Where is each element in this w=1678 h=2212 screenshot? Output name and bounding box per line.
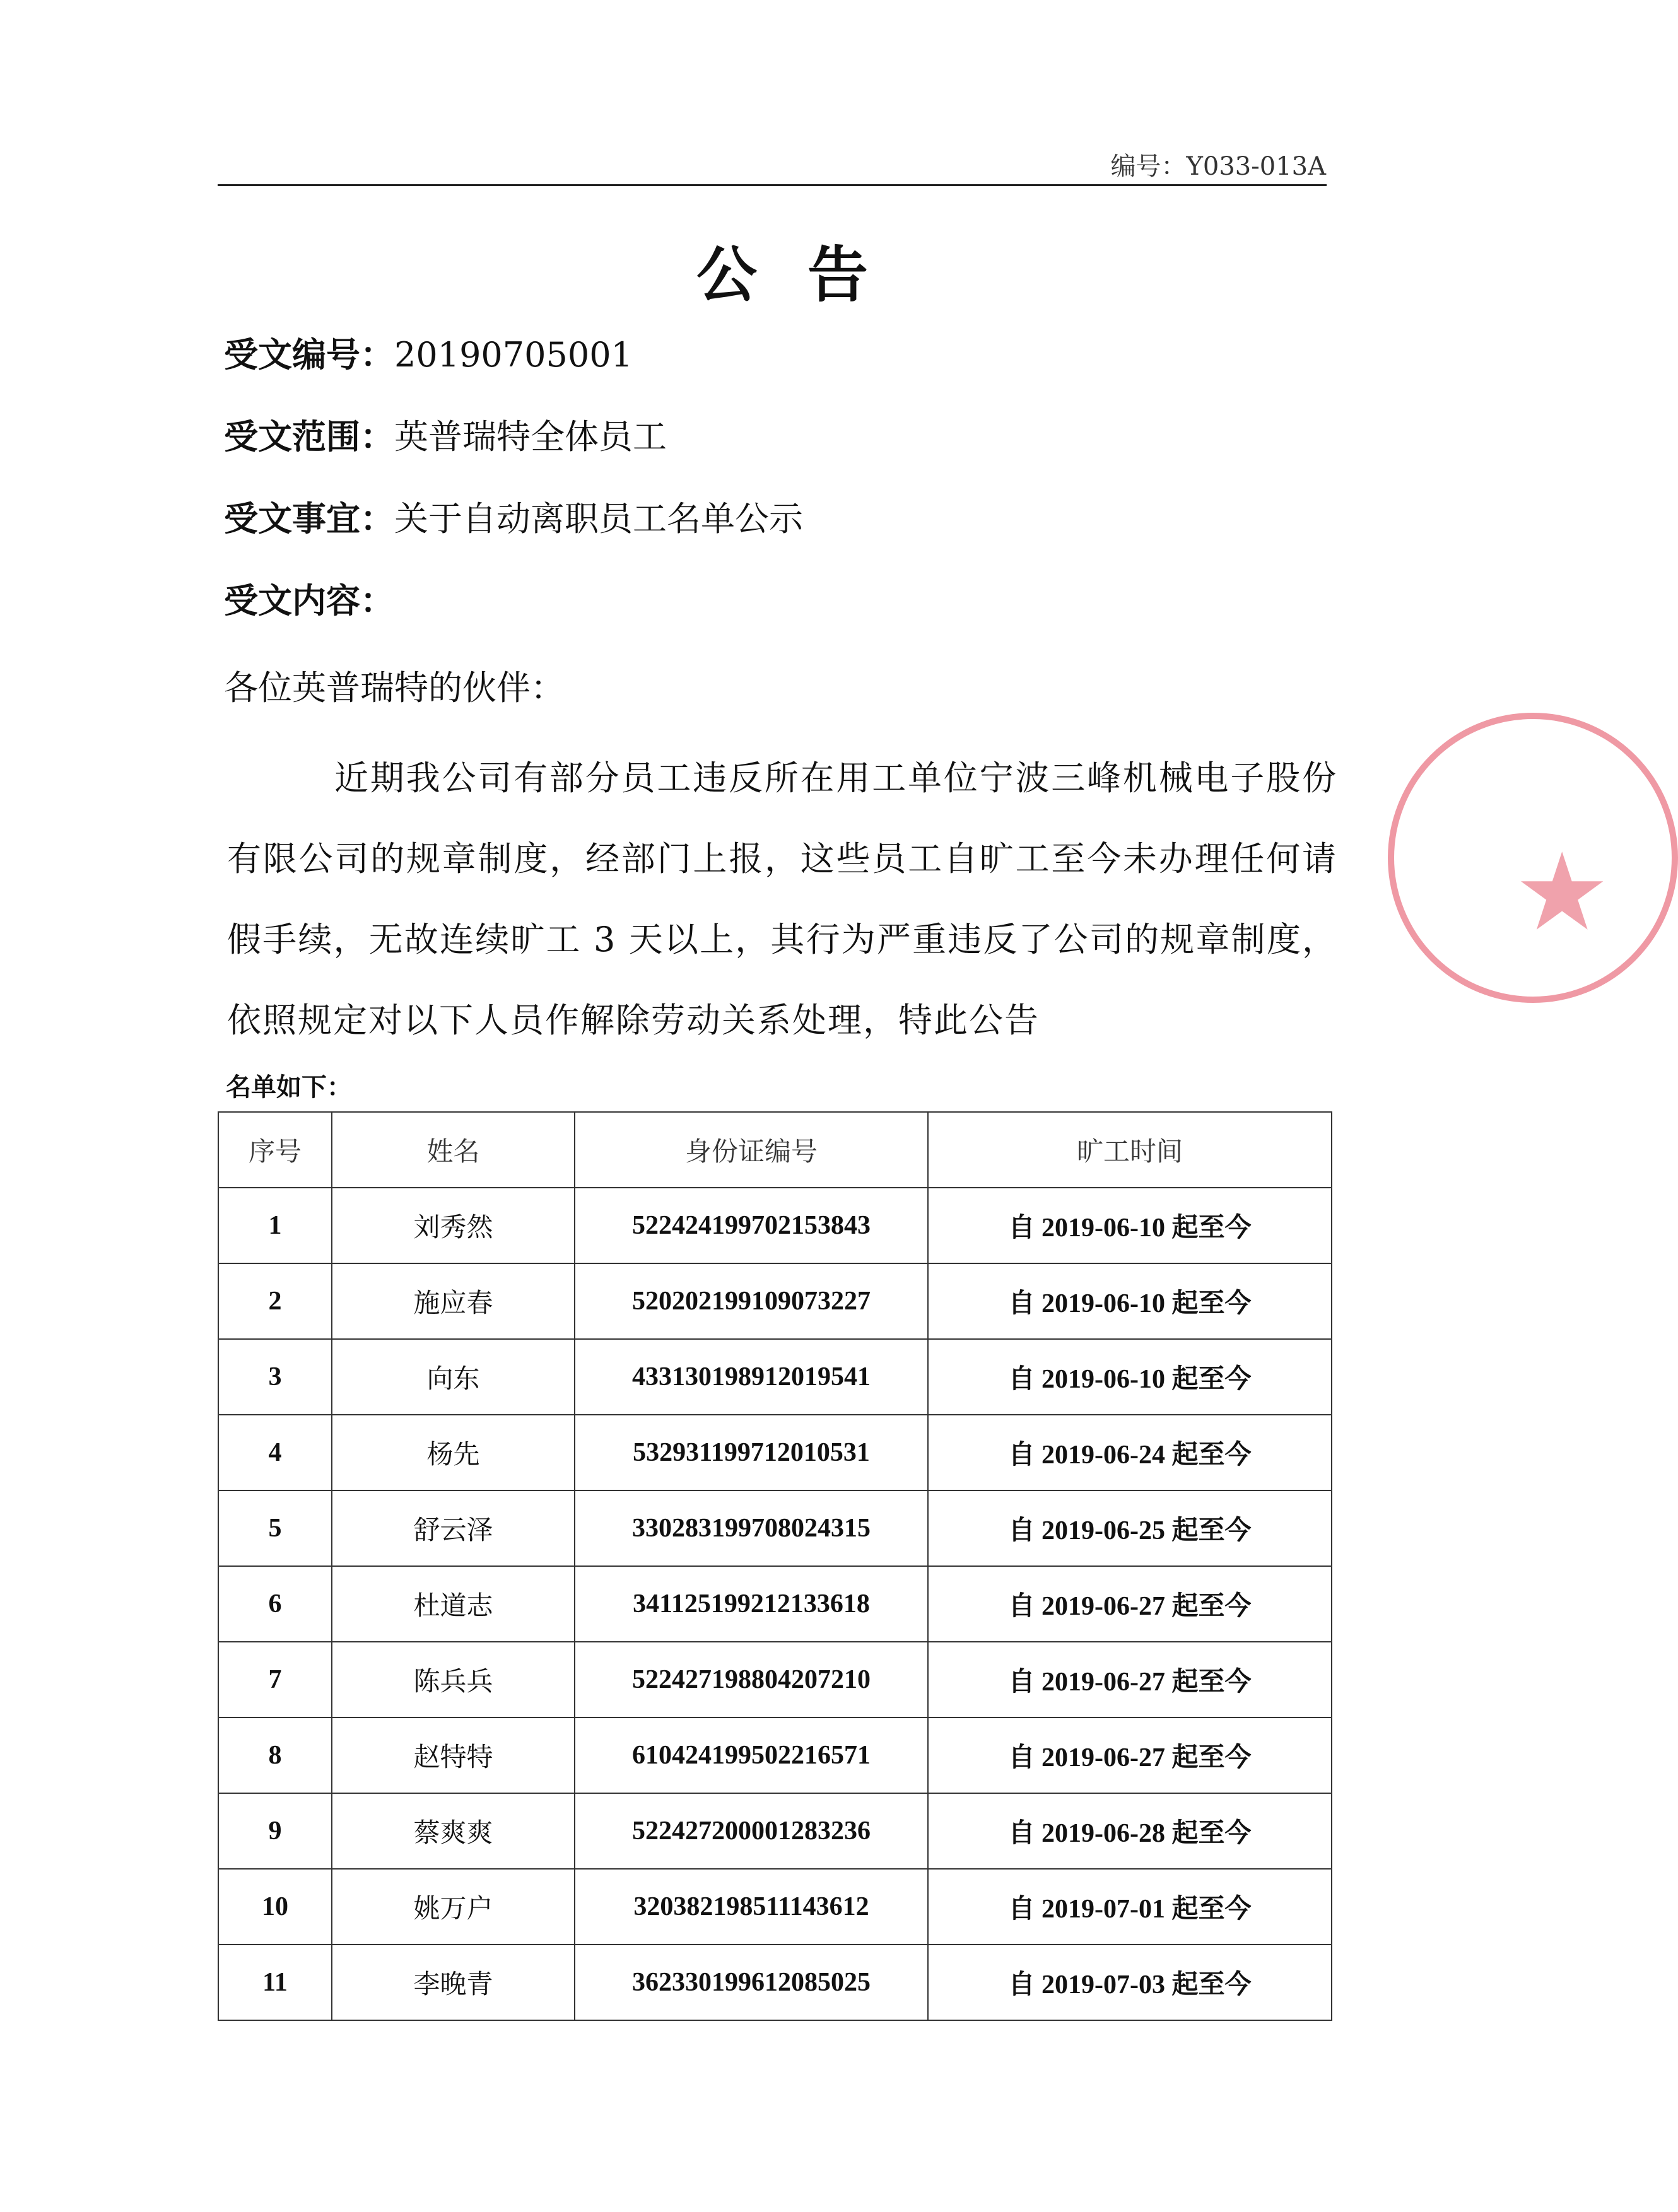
field-label: 受文事宜：: [224, 499, 394, 539]
cell-name: 舒云泽: [332, 1490, 575, 1566]
cell-seq: 10: [218, 1869, 332, 1945]
body-paragraph: 近期我公司有部分员工违反所在用工单位宁波三峰机械电子股份有限公司的规章制度，经部门上报，这些员工自旷工至今未办理任何请假手续，无故连续旷工 3 天以上，其行为严重违反了公司的规章制度，依照规定对以下人员作解除劳动关系处理，特此公告: [227, 758, 1337, 1040]
list-label: 名单如下：: [226, 1073, 352, 1102]
cell-absence: 自 2019-06-28 起至今: [928, 1793, 1332, 1869]
cell-absence: 自 2019-07-03 起至今: [928, 1945, 1332, 2020]
field-label: 受文内容：: [224, 581, 394, 621]
cell-id: 520202199109073227: [575, 1263, 928, 1339]
table-row: [218, 1945, 1332, 2020]
field-label: 受文范围：: [224, 417, 394, 457]
header-id: 身份证编号: [575, 1112, 928, 1188]
table-row: [218, 1339, 1332, 1415]
table-row: [218, 1263, 1332, 1339]
header-divider: [218, 184, 1327, 186]
table-row: [218, 1490, 1332, 1566]
cell-absence: 自 2019-06-27 起至今: [928, 1642, 1332, 1718]
cell-absence: 自 2019-06-25 起至今: [928, 1490, 1332, 1566]
cell-seq: 7: [218, 1642, 332, 1718]
cell-absence: 自 2019-06-27 起至今: [928, 1566, 1332, 1642]
field-value: 英普瑞特全体员工: [394, 417, 667, 457]
cell-name: 蔡爽爽: [332, 1793, 575, 1869]
cell-id: 341125199212133618: [575, 1566, 928, 1642]
cell-name: 施应春: [332, 1263, 575, 1339]
cell-seq: 6: [218, 1566, 332, 1642]
cell-absence: 自 2019-06-27 起至今: [928, 1718, 1332, 1793]
cell-name: 杜道志: [332, 1566, 575, 1642]
cell-absence: 自 2019-06-10 起至今: [928, 1188, 1332, 1263]
header-name: 姓名: [332, 1112, 575, 1188]
document-number: 编号：Y033-013A: [1110, 152, 1326, 181]
cell-seq: 3: [218, 1339, 332, 1415]
table-row: [218, 1718, 1332, 1793]
cell-id: 610424199502216571: [575, 1718, 928, 1793]
header-seq: 序号: [218, 1112, 332, 1188]
cell-absence: 自 2019-06-24 起至今: [928, 1415, 1332, 1490]
header-absence: 旷工时间: [928, 1112, 1332, 1188]
cell-absence: 自 2019-06-10 起至今: [928, 1339, 1332, 1415]
cell-seq: 9: [218, 1793, 332, 1869]
cell-absence: 自 2019-06-10 起至今: [928, 1263, 1332, 1339]
cell-id: 320382198511143612: [575, 1869, 928, 1945]
table-row: [218, 1793, 1332, 1869]
greeting: 各位英普瑞特的伙伴：: [224, 668, 565, 708]
cell-name: 李晚青: [332, 1945, 575, 2020]
cell-seq: 5: [218, 1490, 332, 1566]
cell-id: 330283199708024315: [575, 1490, 928, 1566]
field-value: 20190705001: [394, 335, 633, 375]
employee-table: [218, 1111, 1332, 2021]
cell-name: 刘秀然: [332, 1188, 575, 1263]
cell-id: 433130198912019541: [575, 1339, 928, 1415]
field-doc-number: [224, 328, 633, 377]
cell-seq: 11: [218, 1945, 332, 2020]
cell-name: 赵特特: [332, 1718, 575, 1793]
cell-name: 向东: [332, 1339, 575, 1415]
cell-name: 杨先: [332, 1415, 575, 1490]
seal-star-icon: ★: [1514, 830, 1611, 955]
field-content: [224, 574, 394, 623]
table-row: [218, 1566, 1332, 1642]
table-row: [218, 1869, 1332, 1945]
cell-id: 522427200001283236: [575, 1793, 928, 1869]
table-row: [218, 1188, 1332, 1263]
cell-id: 522427198804207210: [575, 1642, 928, 1718]
cell-seq: 2: [218, 1263, 332, 1339]
field-subject: [224, 492, 803, 541]
cell-id: 522424199702153843: [575, 1188, 928, 1263]
field-scope: [224, 410, 667, 459]
cell-seq: 4: [218, 1415, 332, 1490]
cell-seq: 8: [218, 1718, 332, 1793]
table-header-row: [218, 1112, 1332, 1188]
field-label: 受文编号：: [224, 335, 394, 375]
cell-id: 532931199712010531: [575, 1415, 928, 1490]
field-value: 关于自动离职员工名单公示: [394, 499, 803, 539]
table-row: [218, 1642, 1332, 1718]
cell-name: 姚万户: [332, 1869, 575, 1945]
table-row: [218, 1415, 1332, 1490]
cell-name: 陈兵兵: [332, 1642, 575, 1718]
cell-id: 362330199612085025: [575, 1945, 928, 2020]
page-title: 公告: [696, 240, 918, 310]
cell-seq: 1: [218, 1188, 332, 1263]
cell-absence: 自 2019-07-01 起至今: [928, 1869, 1332, 1945]
